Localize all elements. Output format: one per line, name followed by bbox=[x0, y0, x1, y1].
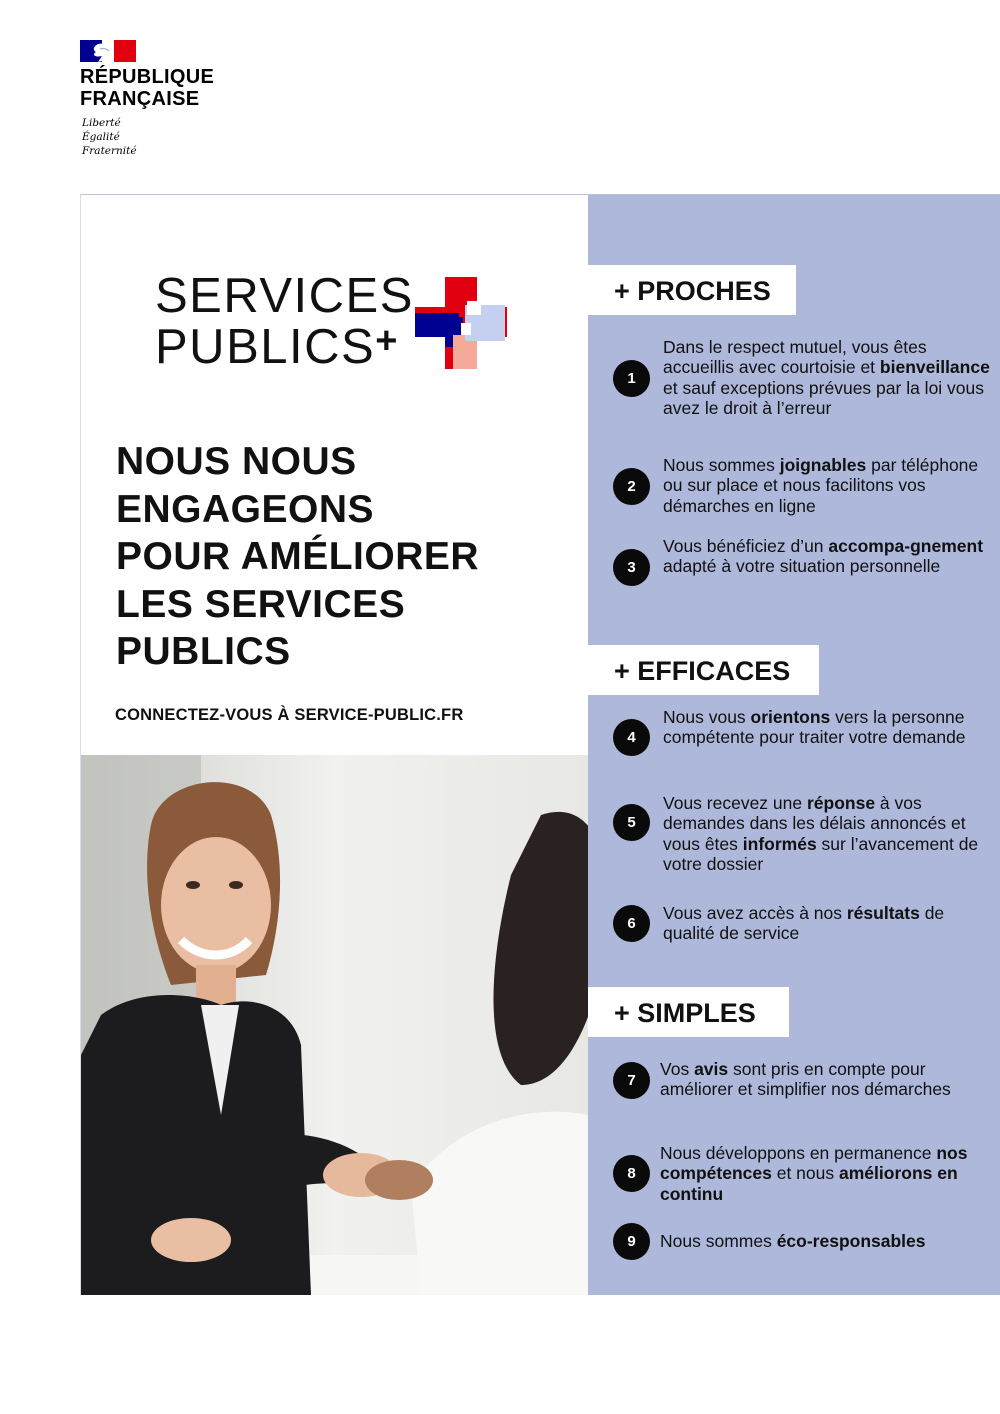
motto-fraternite: Fraternité bbox=[82, 145, 137, 157]
text-part: par téléphone ou sur place et nous facilitons vos démarches en ligne bbox=[663, 455, 979, 516]
commitment-text bbox=[663, 793, 998, 874]
left-column bbox=[81, 195, 588, 1295]
text-part: à vos demandes dans les délais annoncés et vous êtes bbox=[663, 793, 966, 854]
commitment-text bbox=[663, 455, 998, 516]
commitment-text bbox=[660, 1143, 995, 1204]
commitment-number-badge: 5 bbox=[613, 804, 650, 841]
text-part-bold: éco-responsables bbox=[776, 1231, 926, 1251]
text-part-bold: accompa-gnement bbox=[828, 536, 984, 556]
connect-website-text: CONNECTEZ-VOUS À SERVICE-PUBLIC.FR bbox=[115, 706, 464, 724]
text-part: Vous avez accès à nos bbox=[663, 903, 847, 923]
motto-egalite: Égalité bbox=[82, 131, 120, 143]
services-publics-plus-logo-icon bbox=[415, 277, 507, 369]
commitment-text bbox=[663, 903, 998, 944]
handshake-photo bbox=[81, 755, 588, 1295]
commitment-text bbox=[663, 337, 998, 418]
headline-line-2: ENGAGEONS bbox=[116, 487, 375, 531]
commitment-number-badge: 4 bbox=[613, 719, 650, 756]
section-proches-label: + PROCHES bbox=[588, 265, 796, 315]
text-part-bold: nos compétences bbox=[660, 1143, 968, 1184]
services-title-plus: + bbox=[375, 320, 399, 362]
text-part: Nous développons en permanence bbox=[660, 1143, 937, 1163]
text-part: sur l’avancement de votre dossier bbox=[663, 833, 979, 874]
commitment-number-badge: 8 bbox=[613, 1155, 650, 1192]
text-part: Vos bbox=[660, 1059, 695, 1079]
commitment-number-badge: 7 bbox=[613, 1062, 650, 1099]
commitments-panel bbox=[588, 195, 1000, 1295]
commitment-number-badge: 1 bbox=[613, 360, 650, 397]
country-line-1: RÉPUBLIQUE bbox=[80, 66, 215, 88]
headline-line-1: NOUS NOUS bbox=[116, 440, 357, 483]
services-title-line2-text: PUBLICS bbox=[155, 320, 376, 374]
commitment-text bbox=[663, 707, 998, 748]
text-part: Nous sommes bbox=[663, 455, 780, 475]
headline-line-5: PUBLICS bbox=[116, 630, 291, 673]
motto-liberte: Liberté bbox=[82, 117, 121, 129]
text-part-bold: joignables bbox=[779, 455, 867, 475]
motto bbox=[82, 116, 137, 158]
headline-line-4: LES SERVICES bbox=[116, 582, 406, 626]
text-part: Vous recevez une bbox=[663, 793, 807, 813]
text-part: vers la personne compétente pour traiter votre demande bbox=[663, 707, 966, 748]
text-part: adapté à votre situation personnelle bbox=[663, 556, 941, 577]
headline bbox=[116, 438, 576, 676]
services-title-line2 bbox=[155, 322, 414, 373]
text-part: sont pris en compte pour améliorer et simplifier nos démarches bbox=[660, 1059, 951, 1100]
marianne-flag-icon bbox=[80, 40, 136, 62]
services-publics-title bbox=[155, 271, 414, 373]
text-part: Dans le respect mutuel, vous êtes accueillis avec courtoisie et bbox=[663, 337, 927, 378]
text-part: de qualité de service bbox=[663, 903, 945, 944]
text-part-bold: bienveillance bbox=[879, 357, 990, 378]
section-efficaces-label: + EFFICACES bbox=[588, 645, 819, 695]
commitment-text bbox=[663, 536, 998, 577]
commitment-text bbox=[660, 1231, 995, 1251]
section-simples-label: + SIMPLES bbox=[588, 987, 789, 1037]
commitment-number-badge: 6 bbox=[613, 905, 650, 942]
text-part-bold: résultats bbox=[846, 903, 920, 923]
text-part: Nous vous bbox=[663, 707, 751, 727]
text-part: et nous bbox=[771, 1163, 839, 1184]
headline-line-3: POUR AMÉLIORER bbox=[116, 535, 480, 578]
text-part: Vous bénéficiez d’un bbox=[663, 536, 829, 556]
commitment-number-badge: 9 bbox=[613, 1223, 650, 1260]
text-part: Nous sommes bbox=[660, 1231, 777, 1251]
text-part-bold: améliorons en continu bbox=[660, 1163, 958, 1204]
commitment-number-badge: 3 bbox=[613, 549, 650, 586]
text-part-bold: avis bbox=[694, 1059, 729, 1079]
country-line-2: FRANÇAISE bbox=[80, 88, 200, 110]
commitment-text bbox=[660, 1059, 995, 1100]
republique-francaise-text bbox=[80, 66, 214, 110]
text-part-bold: réponse bbox=[806, 793, 876, 813]
text-part-bold: orientons bbox=[750, 707, 831, 727]
services-title-line1: SERVICES bbox=[155, 269, 414, 323]
commitment-number-badge: 2 bbox=[613, 468, 650, 505]
text-part: et sauf exceptions prévues par la loi vous avez le droit à l’erreur bbox=[663, 377, 985, 418]
poster bbox=[80, 194, 1000, 1295]
text-part-bold: informés bbox=[742, 833, 817, 854]
